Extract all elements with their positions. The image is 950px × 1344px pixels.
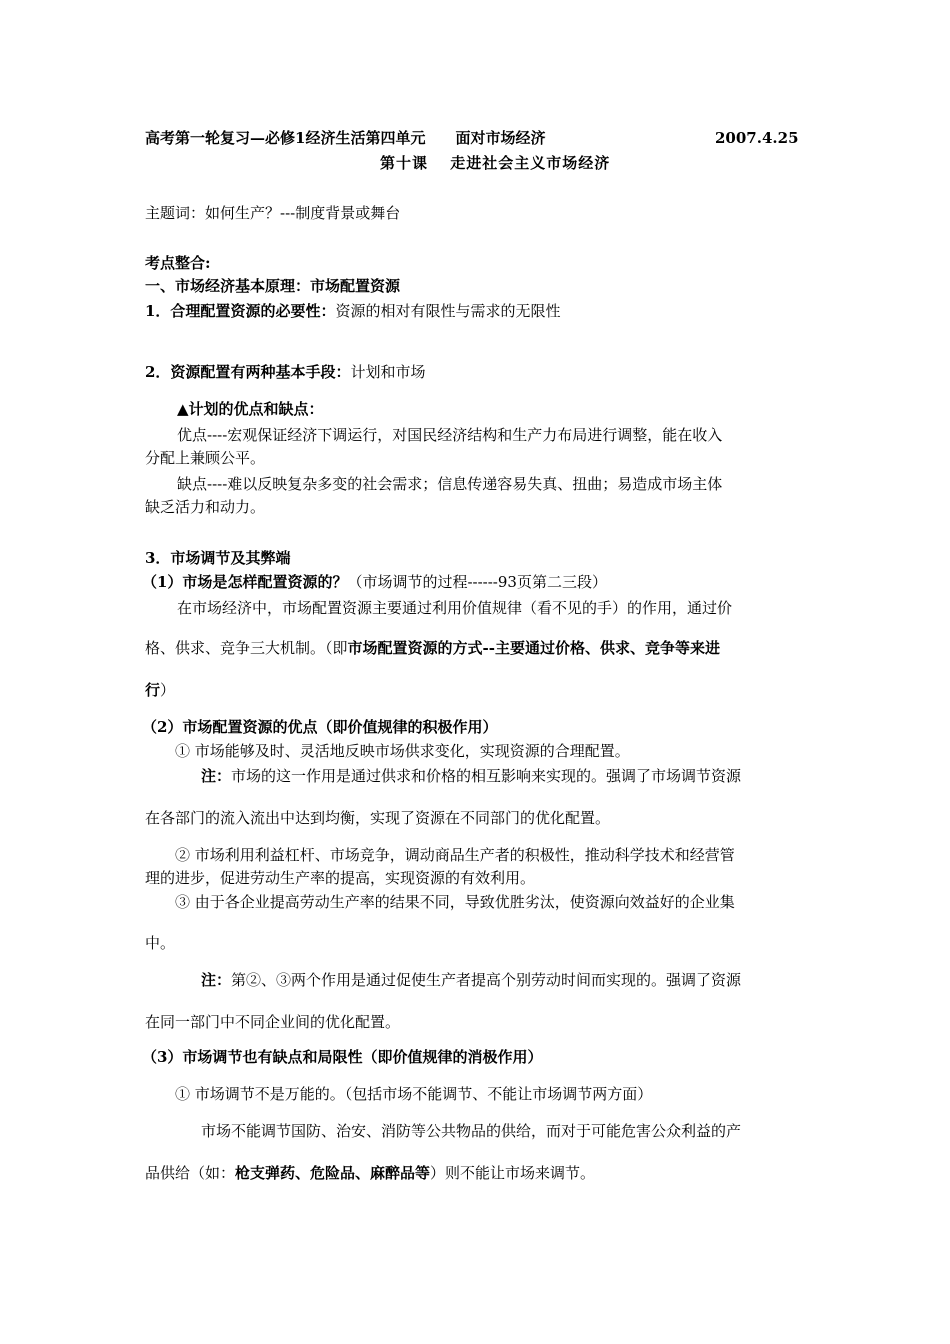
advantage-three-line1: ③ 由于各企业提高劳动生产率的结果不同，导致优胜劣汰，使资源向效益好的企业集 bbox=[175, 893, 735, 911]
advantage-two-line2: 理的进步，促进劳动生产率的提高，实现资源的有效利用。 bbox=[145, 869, 536, 887]
note-text: 第②、③两个作用是通过促使生产者提高个别劳动时间而实现的。强调了资源 bbox=[231, 971, 742, 989]
q1-head: （1）市场是怎样配置资源的？ bbox=[142, 573, 348, 591]
q1-para-line2 bbox=[145, 638, 810, 658]
document-title: 高考第一轮复习—必修1经济生活第四单元 面对市场经济 bbox=[145, 129, 546, 147]
plan-heading: ▲计划的优点和缺点： bbox=[177, 400, 324, 418]
item-two bbox=[145, 362, 810, 382]
advantage-note-two-line2: 在同一部门中不同企业间的优化配置。 bbox=[145, 1013, 401, 1031]
disadvantage-para-line2 bbox=[145, 1163, 810, 1183]
plan-cons-line2: 缺乏活力和动力。 bbox=[145, 498, 266, 516]
item-two-body: 计划和市场 bbox=[350, 363, 426, 381]
item-three-heading: 3．市场调节及其弊端 bbox=[145, 549, 291, 567]
dis-text-a: 品供给（如： bbox=[145, 1164, 236, 1182]
q1-line bbox=[142, 572, 807, 592]
q1-para-line3 bbox=[145, 680, 810, 700]
disadvantage-para-line1: 市场不能调节国防、治安、消防等公共物品的供给，而对于可能危害公众利益的产 bbox=[201, 1122, 742, 1140]
q3-heading: （3）市场调节也有缺点和局限性（即价值规律的消极作用） bbox=[142, 1048, 543, 1066]
note-text: 市场的这一作用是通过供求和价格的相互影响来实现的。强调了市场调节资源 bbox=[231, 767, 742, 785]
q1-para-line3-b: ） bbox=[160, 681, 176, 699]
item-two-head: 2．资源配置有两种基本手段： bbox=[145, 363, 351, 381]
dis-text-b: 枪支弹药、危险品、麻醉品等 bbox=[235, 1164, 431, 1182]
q1-para-line2-a: 格、供求、竞争三大机制。（即 bbox=[145, 639, 348, 657]
q1-note: （市场调节的过程------93页第二三段） bbox=[347, 573, 607, 591]
document-date: 2007.4.25 bbox=[715, 129, 799, 147]
q1-para-line3-a: 行 bbox=[145, 681, 161, 699]
q1-para-line2-b: 市场配置资源的方式--主要通过价格、供求、竞争等来进 bbox=[347, 639, 720, 657]
plan-pros-line2: 分配上兼顾公平。 bbox=[145, 449, 266, 467]
q1-para-line1: 在市场经济中，市场配置资源主要通过利用价值规律（看不见的手）的作用，通过价 bbox=[177, 599, 733, 617]
disadvantage-one: ① 市场调节不是万能的。（包括市场不能调节、不能让市场调节两方面） bbox=[175, 1085, 653, 1103]
note-label: 注： bbox=[201, 971, 232, 989]
item-one-head: 1．合理配置资源的必要性： bbox=[145, 302, 336, 320]
section-heading: 考点整合: bbox=[145, 254, 211, 272]
advantage-note-one-line1 bbox=[201, 766, 866, 786]
advantage-note-two-line1 bbox=[201, 970, 866, 990]
item-one-body: 资源的相对有限性与需求的无限性 bbox=[335, 302, 561, 320]
item-one bbox=[145, 301, 810, 321]
section-one-heading: 一、市场经济基本原理：市场配置资源 bbox=[145, 277, 401, 295]
note-label: 注： bbox=[201, 767, 232, 785]
dis-text-c: ）则不能让市场来调节。 bbox=[430, 1164, 596, 1182]
q2-heading: （2）市场配置资源的优点（即价值规律的积极作用） bbox=[142, 718, 498, 736]
lesson-title: 第十课 走进社会主义市场经济 bbox=[380, 154, 611, 172]
advantage-one: ① 市场能够及时、灵活地反映市场供求变化，实现资源的合理配置。 bbox=[175, 742, 630, 760]
plan-cons-line1: 缺点----难以反映复杂多变的社会需求；信息传递容易失真、扭曲；易造成市场主体 bbox=[177, 475, 723, 493]
advantage-two-line1: ② 市场利用利益杠杆、市场竞争，调动商品生产者的积极性，推动科学技术和经营管 bbox=[175, 846, 735, 864]
theme-line: 主题词：如何生产？---制度背景或舞台 bbox=[145, 204, 401, 222]
advantage-note-one-line2: 在各部门的流入流出中达到均衡，实现了资源在不同部门的优化配置。 bbox=[145, 809, 611, 827]
plan-pros-line1: 优点----宏观保证经济下调运行，对国民经济结构和生产力布局进行调整，能在收入 bbox=[177, 426, 723, 444]
advantage-three-line2: 中。 bbox=[145, 934, 176, 952]
